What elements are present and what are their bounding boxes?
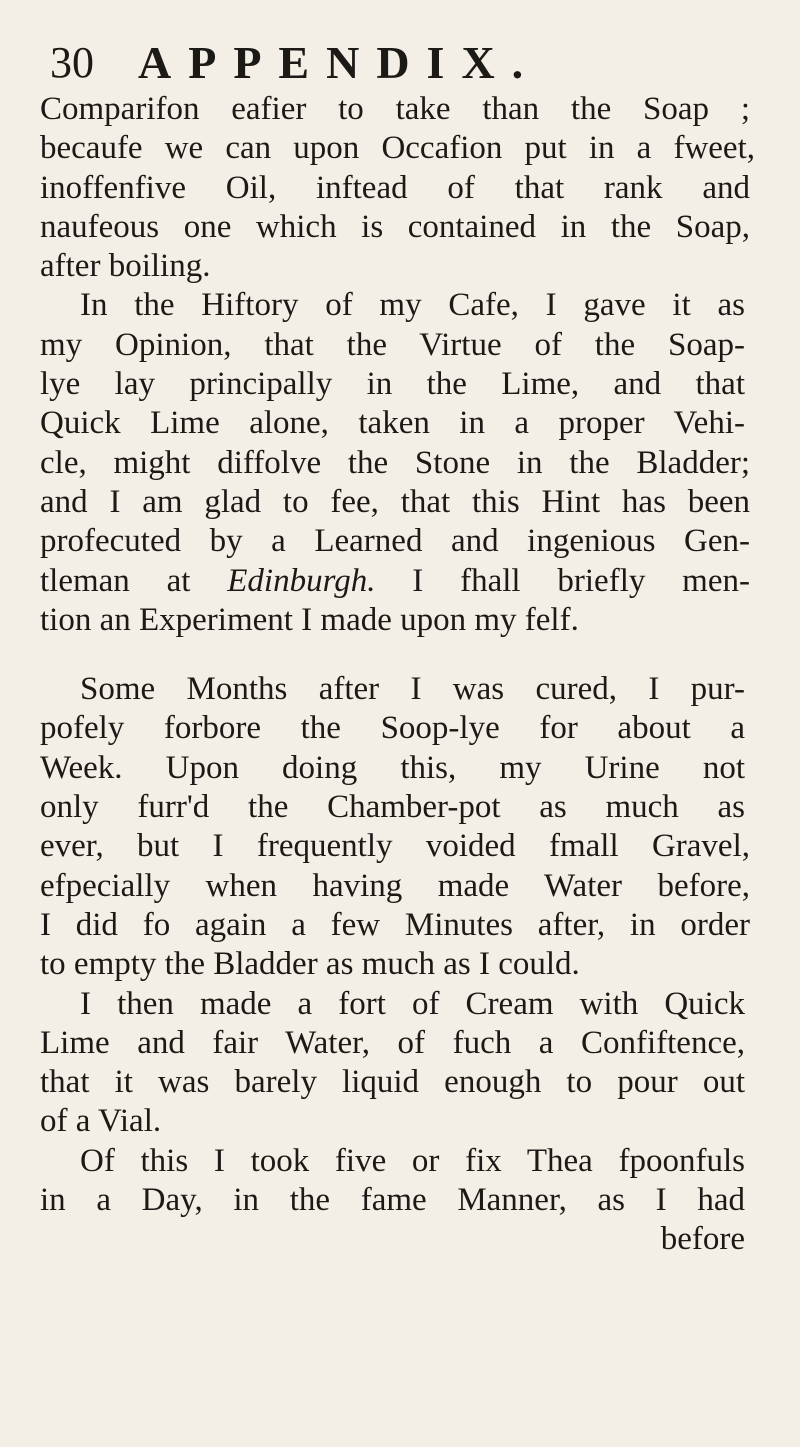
paragraph bbox=[40, 286, 760, 640]
text-line bbox=[40, 562, 750, 601]
text-line: lye lay principally in the Lime, and that bbox=[40, 366, 745, 403]
text-line: pofely forbore the Soop-lye for about a bbox=[40, 710, 745, 747]
text-run: I fhall briefly men- bbox=[375, 562, 750, 599]
italic-place-name: Edinburgh. bbox=[227, 562, 376, 599]
text-line: my Opinion, that the Virtue of the Soap- bbox=[40, 326, 745, 363]
text-line: to empty the Bladder as much as I could. bbox=[40, 946, 580, 983]
text-line: tion an Experiment I made upon my felf. bbox=[40, 601, 579, 638]
text-line: cle, might diffolve the Stone in the Bladder; bbox=[40, 444, 750, 481]
body-text bbox=[40, 90, 760, 1260]
paragraph bbox=[40, 1142, 760, 1260]
text-line: after boiling. bbox=[40, 248, 211, 285]
text-line: ever, but I frequently voided fmall Gravel, bbox=[40, 828, 750, 865]
running-head: APPENDIX. bbox=[138, 37, 541, 88]
text-line: Week. Upon doing this, my Urine not bbox=[40, 749, 745, 786]
text-line: I did fo again a few Minutes after, in order bbox=[40, 906, 750, 943]
text-line: profecuted by a Learned and ingenious Gen- bbox=[40, 523, 750, 560]
text-line: efpecially when having made Water before, bbox=[40, 867, 750, 904]
text-line: in a Day, in the fame Manner, as I had bbox=[40, 1182, 745, 1219]
text-line: becaufe we can upon Occafion put in a fweet, bbox=[40, 130, 755, 167]
page-number: 30 bbox=[50, 38, 94, 87]
text-line: that it was barely liquid enough to pour out bbox=[40, 1064, 745, 1101]
paragraph-gap bbox=[40, 640, 760, 670]
text-line: Of this I took five or fix Thea fpoonfuls bbox=[80, 1142, 745, 1179]
text-line: inoffenfive Oil, inftead of that rank and bbox=[40, 169, 750, 206]
paragraph bbox=[40, 670, 760, 984]
text-line: I then made a fort of Cream with Quick bbox=[80, 985, 745, 1022]
text-line: Quick Lime alone, taken in a proper Vehi- bbox=[40, 405, 745, 442]
paragraph bbox=[40, 985, 760, 1142]
catchword: before bbox=[660, 1221, 745, 1258]
text-line: Lime and fair Water, of fuch a Confiftence, bbox=[40, 1024, 745, 1061]
paragraph bbox=[40, 90, 760, 286]
text-run: tleman at bbox=[40, 562, 228, 599]
text-line: Some Months after I was cured, I pur- bbox=[80, 671, 745, 708]
text-line: naufeous one which is contained in the Soap, bbox=[40, 208, 750, 245]
text-line: Comparifon eafier to take than the Soap ; bbox=[40, 91, 750, 127]
page-header bbox=[40, 30, 760, 90]
text-line: In the Hiftory of my Cafe, I gave it as bbox=[80, 287, 745, 324]
text-line: and I am glad to fee, that this Hint has been bbox=[40, 483, 750, 520]
text-line: of a Vial. bbox=[40, 1103, 162, 1140]
text-line: only furr'd the Chamber-pot as much as bbox=[40, 789, 745, 826]
